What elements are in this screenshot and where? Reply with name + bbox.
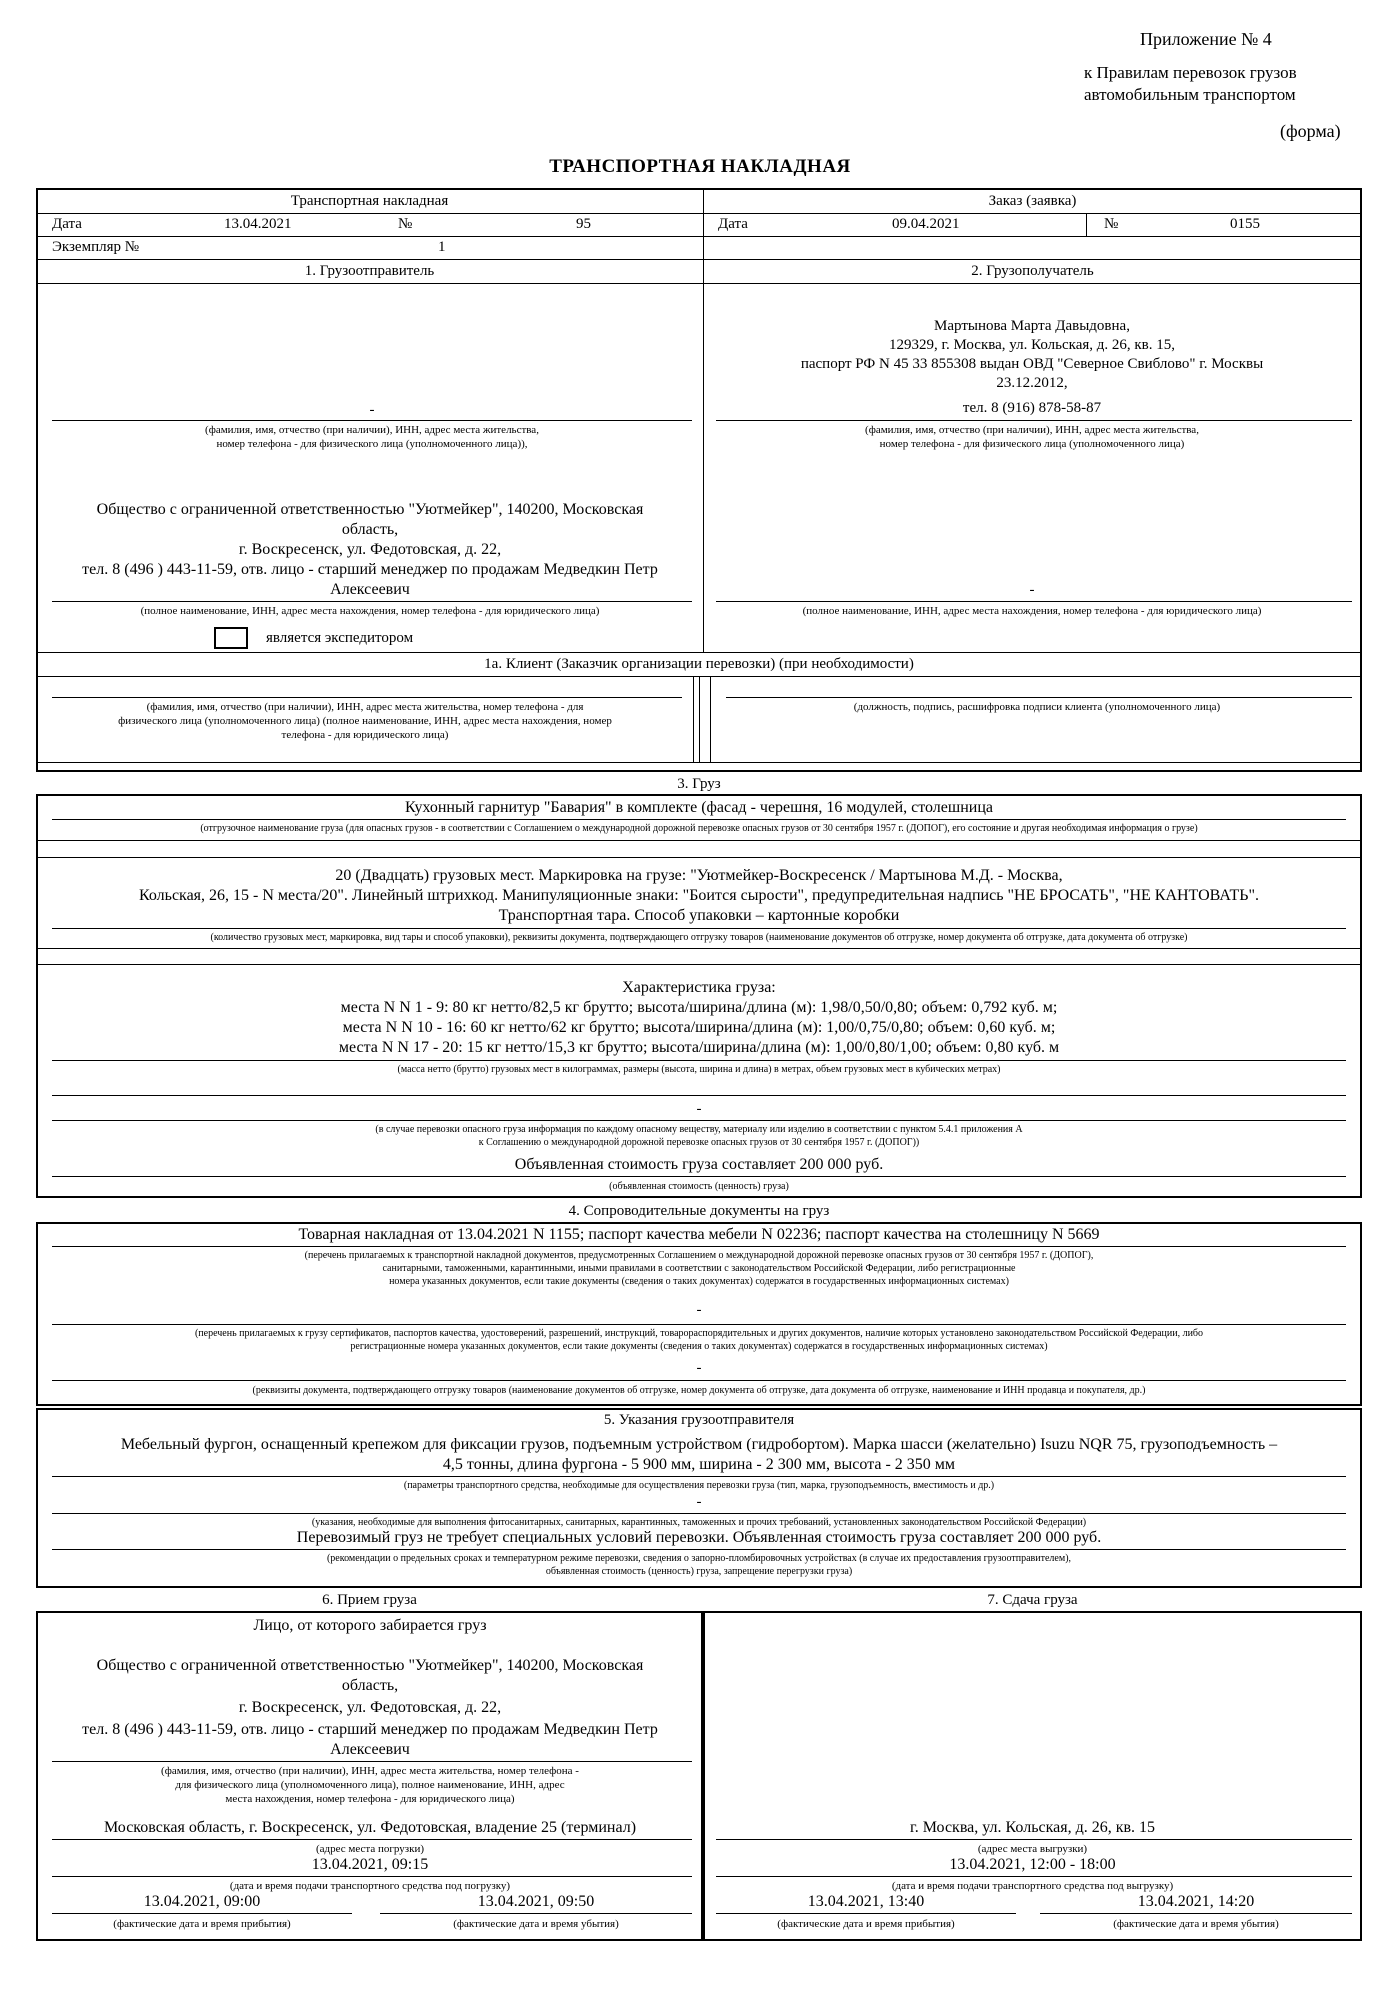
cargo-char-caption: (масса нетто (брутто) грузовых мест в килограммах, размеры (высота, ширина и длина) в метрах, объем грузовых мест в кубических метрах) — [397, 1064, 1001, 1075]
shipper-org-line-2: область, — [341, 521, 399, 538]
pickup-org-line-4: тел. 8 (496 ) 443-11-59, отв. лицо - старший менеджер по продажам Медведкин Петр — [82, 1721, 658, 1738]
rules-line-1: к Правилам перевозок грузов — [1084, 63, 1297, 82]
shipper-org-line-1: Общество с ограниченной ответственностью "Уютмейкер", 140200, Московская — [96, 501, 644, 518]
waybill-date-label: Дата — [52, 216, 82, 232]
client-divider — [699, 676, 700, 762]
fill-line — [52, 819, 1346, 820]
client-left-caption-2: физического лица (уполномоченного лица) (полное наименование, ИНН, адрес места нахождения, номер — [118, 715, 612, 727]
pickup-departure: 13.04.2021, 09:50 — [477, 1893, 595, 1910]
instructions-vehicle-caption: (параметры транспортного средства, необходимые для осуществления перевозки груза (тип, марка, грузоподъемность, вместимость и др.) — [403, 1480, 995, 1491]
pickup-org-line-2: область, — [341, 1677, 399, 1694]
delivery-datetime: 13.04.2021, 12:00 - 18:00 — [949, 1856, 1116, 1873]
documents-heading: 4. Сопроводительные документы на груз — [568, 1203, 830, 1219]
fill-line — [52, 1913, 352, 1914]
cargo-places-line-2: Кольская, 26, 15 - N места/20". Линейный штрихкод. Манипуляционные знаки: "Боится сырости", предупредительная надпись "НЕ БРОСАТЬ", "НЕ КАНТОВАТЬ". — [139, 887, 1259, 904]
delivery-departure-caption: (фактические дата и время убытия) — [1113, 1918, 1279, 1930]
delivery-arrival: 13.04.2021, 13:40 — [807, 1893, 925, 1910]
delivery-departure: 13.04.2021, 14:20 — [1137, 1893, 1255, 1910]
fill-line — [52, 420, 692, 421]
delivery-datetime-caption: (дата и время подачи транспортного средства под выгрузку) — [891, 1880, 1174, 1892]
appendix-label: Приложение № 4 — [1140, 29, 1272, 49]
cargo-name: Кухонный гарнитур "Бавария" в комплекте (фасад - черешня, 16 модулей, столешница — [405, 799, 993, 816]
fill-line — [52, 1095, 1346, 1096]
forwarder-label: является экспедитором — [266, 630, 414, 646]
instructions-vehicle-line-1: Мебельный фургон, оснащенный крепежом для фиксации грузов, подъемным устройством (гидробортом). Марка шасси (желательно) Isuzu NQR 75, грузоподъемность – — [120, 1436, 1278, 1453]
cargo-char-line-3: места N N 17 - 20: 15 кг нетто/15,3 кг брутто; высота/ширина/длина (м): 1,00/0,80/1,00; объем: 0,80 куб. м — [338, 1039, 1060, 1056]
instructions-conditions: Перевозимый груз не требует специальных условий перевозки. Объявленная стоимость груза составляет 200 000 руб. — [296, 1529, 1102, 1546]
pickup-departure-caption: (фактические дата и время убытия) — [453, 1918, 619, 1930]
client-right-caption: (должность, подпись, расшифровка подписи клиента (уполномоченного лица) — [853, 701, 1221, 713]
instructions-requirements: - — [696, 1494, 702, 1510]
cargo-dangerous-caption-2: к Соглашению о международной дорожной перевозке опасных грузов от 30 сентября 1957 г. (ДОПОГ)) — [478, 1137, 920, 1148]
fill-line — [52, 1120, 1346, 1121]
pickup-org-line-3: г. Воскресенск, ул. Федотовская, д. 22, — [238, 1699, 502, 1716]
instructions-requirements-caption: (указания, необходимые для выполнения фитосанитарных, санитарных, карантинных, таможенных и прочих требований, установленных законодательством Российской Федерации) — [311, 1517, 1087, 1528]
fill-line — [52, 1324, 1346, 1325]
cargo-name-caption: (отгрузочное наименование груза (для опасных грузов - в соответствии с Соглашением о международной дорожной перевозке опасных грузов от 30 сентября 1957 г. (ДОПОГ), его состояние и другая необходимая информация о грузе) — [200, 823, 1198, 834]
consignee-individual-caption-1: (фамилия, имя, отчество (при наличии), ИНН, адрес места жительства, — [865, 424, 1199, 436]
row-line — [36, 840, 1362, 841]
shipper-org-line-3: г. Воскресенск, ул. Федотовская, д. 22, — [238, 541, 502, 558]
waybill-number: 95 — [576, 216, 591, 232]
row-line — [36, 762, 1362, 763]
instructions-conditions-caption-1: (рекомендации о предельных сроках и температурном режиме перевозки, сведения о запорно-пломбировочных устройствах (в случае их предоставления грузоотправителем), — [326, 1553, 1072, 1564]
client-divider — [710, 676, 711, 762]
shipper-org-line-5: Алексеевич — [330, 581, 410, 598]
order-date-label: Дата — [718, 216, 748, 232]
delivery-address-caption: (адрес места выгрузки) — [977, 1843, 1088, 1855]
documents-caption-1a: (перечень прилагаемых к транспортной накладной документов, предусмотренных Соглашением о международной дорожной перевозке опасных грузов от 30 сентября 1957 г. (ДОПОГ), — [304, 1250, 1094, 1261]
consignee-line-2: 129329, г. Москва, ул. Кольская, д. 26, кв. 15, — [888, 337, 1176, 353]
row-line — [36, 964, 1362, 965]
row-line — [36, 213, 1362, 214]
pickup-address-caption: (адрес места погрузки) — [316, 1843, 424, 1855]
row-line — [36, 283, 1362, 284]
cargo-places-caption: (количество грузовых мест, маркировка, вид тары и способ упаковки), реквизиты документа, подтверждающего отгрузку товаров (наименование документов об отгрузке, номер документа об отгрузке, дата документа об отгрузке) — [210, 932, 1188, 943]
pickup-subheading: Лицо, от которого забирается груз — [253, 1617, 487, 1634]
documents-caption-1c: номера указанных документов, если такие документы (сведения о таких документах) содержатся в государственных информационных системах) — [389, 1276, 1009, 1287]
fill-line — [716, 601, 1352, 602]
consignee-org-caption: (полное наименование, ИНН, адрес места нахождения, номер телефона - для юридического лица) — [802, 605, 1262, 617]
documents-caption-1b: санитарными, таможенными, карантинными, иными правилами в соответствии с законодательством Российской Федерации, либо регистрационные — [382, 1263, 1016, 1274]
pickup-org-line-1: Общество с ограниченной ответственностью "Уютмейкер", 140200, Московская — [96, 1657, 644, 1674]
order-heading: Заказ (заявка) — [988, 193, 1077, 209]
shipper-individual: - — [369, 402, 375, 418]
cargo-char-line-1: места N N 1 - 9: 80 кг нетто/82,5 кг брутто; высота/ширина/длина (м): 1,98/0,50/0,80; объем: 0,792 куб. м; — [340, 999, 1058, 1016]
waybill-date: 13.04.2021 — [224, 216, 292, 232]
documents-line: Товарная накладная от 13.04.2021 N 1155; паспорт качества мебели N 02236; паспорт качества на столешницу N 5669 — [298, 1226, 1100, 1243]
fill-line — [52, 1876, 692, 1877]
pickup-heading: 6. Прием груза — [322, 1592, 417, 1608]
fill-line — [716, 420, 1352, 421]
cargo-places-line-1: 20 (Двадцать) грузовых мест. Маркировка на грузе: "Уютмейкер-Воскресенск / Мартынова М.Д. - Москва, — [335, 867, 1063, 884]
fill-line — [52, 1246, 1346, 1247]
consignee-line-4: 23.12.2012, — [996, 375, 1068, 391]
fill-line — [52, 1839, 692, 1840]
cargo-heading: 3. Груз — [677, 776, 721, 792]
consignee-individual-caption-2: номер телефона - для физического лица (уполномоченного лица) — [879, 438, 1185, 450]
order-number-divider — [1086, 213, 1087, 236]
fill-line — [380, 1913, 692, 1914]
shipper-org-line-4: тел. 8 (496 ) 443-11-59, отв. лицо - старший менеджер по продажам Медведкин Петр — [82, 561, 658, 578]
pickup-org-line-5: Алексеевич — [330, 1741, 410, 1758]
fill-line — [52, 1380, 1346, 1381]
fill-line — [52, 1060, 1346, 1061]
delivery-arrival-caption: (фактические дата и время прибытия) — [777, 1918, 955, 1930]
cargo-char-line-2: места N N 10 - 16: 60 кг нетто/62 кг брутто; высота/ширина/длина (м): 1,00/0,75/0,80; объем: 0,60 куб. м; — [342, 1019, 1056, 1036]
fill-line — [1040, 1913, 1352, 1914]
fill-line — [52, 1549, 1346, 1550]
documents-shipment-doc: - — [696, 1360, 702, 1376]
consignee-org: - — [1029, 582, 1035, 598]
cargo-value-caption: (объявленная стоимость (ценность) груза) — [609, 1181, 789, 1192]
pickup-address: Московская область, г. Воскресенск, ул. Федотовская, владение 25 (терминал) — [103, 1819, 637, 1836]
delivery-address: г. Москва, ул. Кольская, д. 26, кв. 15 — [909, 1819, 1156, 1836]
pickup-org-caption-1: (фамилия, имя, отчество (при наличии), ИНН, адрес места жительства, номер телефона - — [161, 1765, 579, 1777]
client-left-caption-3: телефона - для юридического лица) — [281, 729, 449, 741]
consignee-line-3: паспорт РФ N 45 33 855308 выдан ОВД "Северное Свиблово" г. Москвы — [800, 356, 1264, 372]
copy-number: 1 — [438, 239, 446, 255]
client-left-caption-1: (фамилия, имя, отчество (при наличии), ИНН, адрес места жительства, номер телефона - для — [146, 701, 584, 713]
row-line — [36, 857, 1362, 858]
document-title: ТРАНСПОРТНАЯ НАКЛАДНАЯ — [549, 156, 851, 177]
cargo-dangerous: - — [696, 1101, 702, 1117]
cargo-dangerous-caption-1: (в случае перевозки опасного груза информация по каждому опасному веществу, материалу или изделию в соответствии с пунктом 5.4.1 приложения А — [375, 1124, 1023, 1135]
documents-caption-3: (реквизиты документа, подтверждающего отгрузку товаров (наименование документов об отгрузке, номер документа об отгрузке, дата документа об отгрузке, наименование и ИНН продавца и покупателя, др.) — [252, 1385, 1146, 1396]
row-line — [36, 259, 1362, 260]
fill-line — [52, 1513, 1346, 1514]
shipper-org-caption: (полное наименование, ИНН, адрес места нахождения, номер телефона - для юридического лица) — [140, 605, 600, 617]
fill-line — [52, 928, 1346, 929]
fill-line — [716, 1876, 1352, 1877]
order-number: 0155 — [1230, 216, 1260, 232]
instructions-vehicle-line-2: 4,5 тонны, длина фургона - 5 900 мм, ширина - 2 300 мм, высота - 2 350 мм — [442, 1456, 956, 1473]
fill-line — [716, 1913, 1016, 1914]
form-label: (форма) — [1280, 121, 1341, 141]
top-divider — [703, 188, 704, 652]
forwarder-checkbox[interactable] — [214, 627, 248, 649]
consignee-heading: 2. Грузополучатель — [971, 263, 1094, 279]
consignee-line-5: тел. 8 (916) 878-58-87 — [962, 400, 1102, 416]
fill-line — [52, 697, 682, 698]
client-divider — [693, 676, 694, 762]
shipper-individual-caption-1: (фамилия, имя, отчество (при наличии), ИНН, адрес места жительства, — [205, 424, 539, 436]
fill-line — [52, 1761, 692, 1762]
row-line — [36, 948, 1362, 949]
instructions-conditions-caption-2: объявленная стоимость (ценность) груза, запрещение перегрузки груза) — [545, 1566, 853, 1577]
waybill-number-label: № — [398, 216, 413, 232]
fill-line — [52, 1476, 1346, 1477]
fill-line — [52, 601, 692, 602]
delivery-heading: 7. Сдача груза — [987, 1592, 1078, 1608]
pickup-datetime-caption: (дата и время подачи транспортного средства под погрузку) — [229, 1880, 511, 1892]
fill-line — [726, 697, 1352, 698]
pickup-org-caption-3: места нахождения, номер телефона - для юридического лица) — [225, 1793, 515, 1805]
documents-certs: - — [696, 1302, 702, 1318]
order-date: 09.04.2021 — [892, 216, 960, 232]
pickup-datetime: 13.04.2021, 09:15 — [311, 1856, 429, 1873]
pickup-arrival-caption: (фактические дата и время прибытия) — [113, 1918, 291, 1930]
shipper-individual-caption-2: номер телефона - для физического лица (уполномоченного лица)), — [216, 438, 528, 450]
pickup-arrival: 13.04.2021, 09:00 — [143, 1893, 261, 1910]
cargo-value: Объявленная стоимость груза составляет 200 000 руб. — [514, 1156, 884, 1173]
pickup-org-caption-2: для физического лица (уполномоченного лица), полное наименование, ИНН, адрес — [175, 1779, 565, 1791]
fill-line — [52, 1176, 1346, 1177]
consignee-line-1: Мартынова Марта Давыдовна, — [934, 318, 1130, 334]
copy-label: Экземпляр № — [52, 239, 140, 255]
cargo-char-title: Характеристика груза: — [622, 979, 776, 996]
documents-caption-2b: регистрационные номера указанных документов, если такие документы (сведения о таких документах) содержатся в государственных информационных системах) — [350, 1341, 1048, 1352]
client-heading: 1а. Клиент (Заказчик организации перевозки) (при необходимости) — [484, 656, 914, 672]
order-number-label: № — [1104, 216, 1119, 232]
documents-caption-2a: (перечень прилагаемых к грузу сертификатов, паспортов качества, удостоверений, разрешений, инструкций, товарораспорядительных и других документов, наличие которых установлено законодательством Российской Федерации, либо — [194, 1328, 1204, 1339]
row-line — [36, 652, 1362, 653]
shipper-heading: 1. Грузоотправитель — [304, 263, 435, 279]
instructions-heading: 5. Указания грузоотправителя — [603, 1412, 795, 1428]
row-line — [36, 236, 1362, 237]
fill-line — [716, 1839, 1352, 1840]
rules-line-2: автомобильным транспортом — [1084, 85, 1296, 104]
cargo-places-line-3: Транспортная тара. Способ упаковки – картонные коробки — [498, 907, 900, 924]
waybill-heading: Транспортная накладная — [290, 193, 449, 209]
